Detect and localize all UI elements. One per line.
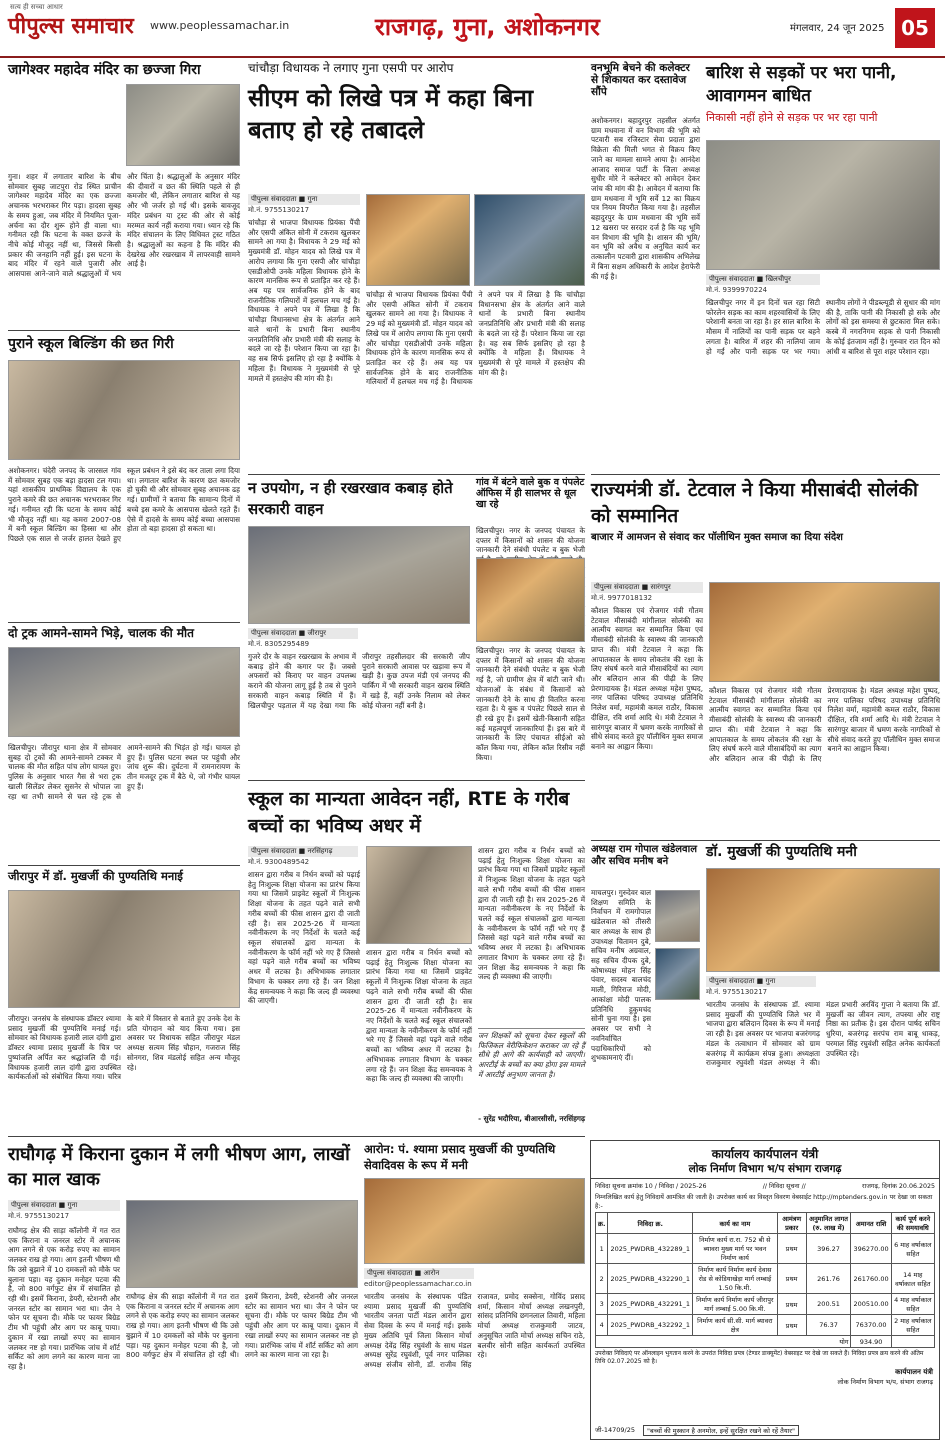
article-text: जीरापुर। जनसंघ के संस्थापक डॉक्टर श्यामा प्रसाद मुखर्जी की पुण्यतिथि मनाई गई। सोमवार को विधायक हजारी लाल दांगी द्वारा डॉक्टर श्यामा प्रसाद मुखर्जी के चित्र पर पुष्पांजलि अर्पित कर श्रद्धांजलि दी गई। विधायक हजारी लाल दांगी द्वारा उपस्थित कार्यकर्ताओं को संबोधित किया गया। चरित्र के बारे में विस्तार से बताते हुए उनके देश के प्रति योगदान को याद किया गया। इस अवसर पर विधायक सहित जीरापुर मंडल अध्यक्ष सत्यम सिंह चौहान, गजराज सिंह सोनगरा, शिव मंडलोई सहित अन्य मौजूद रहे। <box>8 1014 240 1082</box>
ad-ref-mid: // निविदा सूचना // <box>762 1183 806 1190</box>
region-title: राजगढ़, गुना, अशोकनगर <box>375 13 600 41</box>
headline[interactable]: स्कूल का मान्यता आवेदन नहीं, RTE के गरीब बच्चों का भविष्य अधर में <box>248 788 570 837</box>
aron-group-photo <box>364 1178 585 1264</box>
tender-cell: 6 माह वर्षाकाल सहित <box>891 1234 934 1264</box>
article-text: खिलचीपुर। जीरापुर थाना क्षेत्र में सोमवार सुबह दो ट्रकों की आमने-सामने टक्कर में चालक की मौत सहित पांच लोग घायल हुए। पुलिस के अनुसार भारत गैस से भरा ट्रक खाली सिलेंडर लेकर सुसनेर से भोपाल जा रहा था तभी सामने से चल रहे ट्रक से आमने-सामने की भिड़ंत हो गई। घायल हो हुए हैं। पुलिस घटना स्थल पर पहुंची और जांच शुरू की। दुर्घटना में रामनारायण के तीन मजदूर ट्रक में बैठे थे, जो गंभीर घायल हुए हैं। <box>8 743 240 801</box>
article-text: भारतीय जनसंघ के संस्थापक पंडित श्यामा प्रसाद मुखर्जी की पुण्यतिथि भारतीय जनता पार्टी मंडल आरोन द्वारा सेवा दिवस के रूप में मनाई गई। इसके मुख्य अतिथि पूर्व जिला किसान मोर्चा अध्यक्ष देवेंद्र सिंह रघुवंशी के साथ मंडल अध्यक्ष सुरेंद्र रघुवंशी, पूर्व नगर पालिका अध्यक्ष संजीव सोनी, डॉ. राजीव सिंह राजावत, प्रमोद सक्सेना, गोविंद प्रसाद शर्मा, किसान मोर्चा अध्यक्ष लखनपुरी, सांसद प्रतिनिधि छगनलाल तिवारी, महिला मोर्चा अध्यक्ष राजकुमारी जाटव, अनुसूचित जाति मोर्चा अध्यक्ष सचिन राठे, बलवीर सोनी सहित कार्यकर्ता उपस्थित रहे। <box>364 1292 585 1370</box>
article-text: गुना। शहर में लगातार बारिश के बीच सोमवार सुबह जाटपुरा रोड स्थित प्राचीन जागेश्वर महादेव मंदिर का एक छज्जा अचानक भरभराकर गिर पड़ा। हादसा सुबह के समय हुआ, जब मंदिर में नियमित पूजा-अर्चना का दौर शुरू होने ही वाला था। गनीमत रही कि घटना के वक्त छज्जे के नीचे कोई मौजूद नहीं था, जिससे किसी प्रकार की जनहानि नहीं हुई। इस घटना के बाद मंदिर में रहने वाले पुजारी और आसपास आने-जाने वाले श्रद्धालुओं में भय और चिंता है। श्रद्धालुओं के अनुसार मंदिर की दीवारों व छत की स्थिति पहले से ही कमजोर थी, लेकिन लगातार बारिश से यह और भी जर्जर हो गई थी। इसके बावजूद मंदिर प्रबंधन या ट्रस्ट की ओर से कोई मरम्मत कार्य नहीं कराया गया। ध्यान रहे कि मंदिर संचालन के लिए विधिवत ट्रस्ट गठित है। श्रद्धालुओं का कहना है कि मंदिर की देखरेख और रखरखाव में लापरवाही सामने आई है। <box>8 172 240 279</box>
logo[interactable]: पीपुल्स समाचार <box>8 14 134 39</box>
reporter-mobile: मो.नं. 9977018132 <box>591 594 653 602</box>
article-text-col3: शासन द्वारा गरीब व निर्धन बच्चों को पढ़ाई हेतु निःशुल्क शिक्षा योजना का प्रारंभ किया गया था जिसमें प्राइवेट स्कूलों में निःशुल्क शिक्षा योजना के तहत पढ़ने वाले सभी गरीब बच्चों की फीस शासन द्वारा दी जाती रही है। सत्र 2025-26 में मान्यता नवीनीकरण के नए निर्देशों के चलते कई स्कूल संचालकों द्वारा मान्यता के नवीनीकरण के फॉर्म नहीं भरे गए हैं जिससे वहां पढ़ने वाले गरीब बच्चों का भविष्य अधर में लटका है। अभिभावक लगातार विभाग के चक्कर लगा रहे हैं। जन शिक्षा केंद्र समन्वयक ने कहा कि जल्द ही व्यवस्था की जाएगी। <box>478 846 585 982</box>
headline[interactable]: पुराने स्कूल बिल्डिंग की छत गिरी <box>8 336 174 352</box>
article-text-col2: राघौगढ़ क्षेत्र की साड़ा कॉलोनी में गत रात एक किराना व जनरल स्टोर में अचानक आग लगने से एक करोड़ रुपए का सामान जलकर राख हो गया। आग इतनी भीषण थी कि उसे बुझाने में 10 दमकलों को मौके पर बुलाना पड़ा। यह दुकान मनोहर पटवा की है, जो 800 वर्गफुट क्षेत्र में संचालित हो रही थी। इसमें किराना, डेयरी, स्टेशनरी और जनरल स्टोर का सामान भरा था। जैन ने फोन पर सूचना दी। मौके पर फायर बिग्रेड टीम भी पहुंची और आग पर काबू पाया। दुकान में रखा लाखों रुपए का सामान जलकर नष्ट हो गया। प्रारंभिक जांच में शॉर्ट सर्किट को आग लगने का कारण माना जा रहा है। <box>126 1292 358 1360</box>
article-raghogarh-fire <box>8 1142 358 1440</box>
tender-col-header: आमंत्रण प्रकार <box>777 1213 806 1234</box>
divider <box>248 474 585 475</box>
article-jirapur-mukherjee <box>8 870 240 1132</box>
ad-footer: उपरोक्त निविदाएं पर ऑनलाइन भुगतान करने के उपरांत निविदा प्रपत्र (टेण्डर डाक्यूमेंट) वेबसाइट पर देखे जा सकते हैं। निविदा प्रपत्र क्रय करने की अंतिम तिथि 02.07.2025 को है। <box>595 1350 924 1365</box>
article-text: गुजरे दौर के वाहन रखरखाव के अभाव में कबाड़ होने की कगार पर हैं। जबसे अफसरों को किराए पर वाहन उपलब्ध कराने की योजना लागू हुई है तब से पुराने सरकारी वाहन कबाड़ स्थिति में हैं। खिलचीपुर पड़ताल में यह देखा गया कि जीरापुर तहसीलदार की सरकारी जीप पुराने सरकारी आवास पर खड़ावा रूप में खड़ी है। कुछ उपज मंडी एवं जनपद की पार्किंग में भी सरकारी वाहन खराब स्थिति में खड़े हैं, वहीं उनके निलाम को लेकर कोई योजना नहीं बनी है। <box>248 652 470 710</box>
byline: पीपुल्स संवाददाता ■ नरसिंहगढ़ <box>248 846 358 857</box>
tender-row <box>596 1264 935 1294</box>
tender-cell: 261760.00 <box>851 1264 891 1294</box>
divider <box>8 865 240 866</box>
article-rte <box>248 786 585 1132</box>
headline[interactable]: वनभूमि बेचने की कलेक्टर से शिकायत कर दस्तावेज सौंपे <box>591 62 690 99</box>
reporter-mobile: मो.नं. 8305295489 <box>248 640 310 648</box>
pamphlets-photo <box>476 558 585 642</box>
headline[interactable]: जागेश्वर महादेव मंदिर का छज्जा गिरा <box>8 62 201 78</box>
tender-cell: 1 <box>596 1234 608 1264</box>
mla-photo <box>366 194 470 286</box>
tribute-photo <box>8 890 240 1008</box>
tender-col-header: निविदा क्र. <box>608 1213 693 1234</box>
tender-cell: प्रथम <box>777 1294 806 1315</box>
headline[interactable]: सीएम को लिखे पत्र में कहा बिना बताए हो रहे तबादले <box>248 83 534 145</box>
article-minister-tetwal <box>591 478 940 838</box>
ad-subtitle: लोक निर्माण विभाग भ/प संभाग राजगढ़ <box>591 1162 939 1179</box>
tender-row <box>596 1294 935 1315</box>
school-roof-photo <box>8 360 240 460</box>
article-text-col1: शासन द्वारा गरीब व निर्धन बच्चों को पढ़ाई हेतु निःशुल्क शिक्षा योजना का प्रारंभ किया गया था जिसमें प्राइवेट स्कूलों में निःशुल्क शिक्षा योजना के तहत पढ़ने वाले सभी गरीब बच्चों की फीस शासन द्वारा दी जाती रही है। सत्र 2025-26 में मान्यता नवीनीकरण के नए निर्देशों के चलते कई स्कूल संचालकों द्वारा मान्यता के नवीनीकरण के फॉर्म नहीं भरे गए हैं जिससे वहां पढ़ने वाले गरीब बच्चों का भविष्य अधर में लटका है। अभिभावक लगातार विभाग के चक्कर लगा रहे हैं। जन शिक्षा केंद्र समन्वयक ने कहा कि जल्द ही व्यवस्था की जाएगी। <box>248 870 360 1006</box>
editor-email[interactable]: editor@peoplessamachar.co.in <box>364 1280 472 1288</box>
tender-cell: 2 <box>596 1264 608 1294</box>
article-text-col1: राघौगढ़ क्षेत्र की साड़ा कॉलोनी में गत रात एक किराना व जनरल स्टोर में अचानक आग लगने से एक करोड़ रुपए का सामान जलकर राख हो गया। आग इतनी भीषण थी कि उसे बुझाने में 10 दमकलों को मौके पर बुलाना पड़ा। यह दुकान मनोहर पटवा की है, जो 800 वर्गफुट क्षेत्र में संचालित हो रही थी। इसमें किराना, डेयरी, स्टेशनरी और जनरल स्टोर का सामान भरा था। जैन ने फोन पर सूचना दी। मौके पर फायर बिग्रेड टीम भी पहुंची और आग पर काबू पाया। दुकान में रखा लाखों रुपए का सामान जलकर नष्ट हो गया। प्रारंभिक जांच में शॉर्ट सर्किट को आग लगने का कारण माना जा रहा है। <box>8 1226 120 1372</box>
ad-title: कार्यालय कार्यपालन यंत्री <box>711 1147 819 1161</box>
issue-date: मंगलवार, 24 जून 2025 <box>790 23 885 34</box>
byline: पीपुल्स संवाददाता ■ जीरापुर <box>248 628 358 639</box>
divider <box>8 1136 585 1137</box>
tender-cell: 2025_PWDRB_432291_1 <box>608 1294 693 1315</box>
article-text: खिलचीपुर नगर में इन दिनों चल रहा सिटी फोरलेन सड़क का काम शहरवासियों के लिए परेशानी बनता जा रहा है। हर साल बारिश के मौसम में नालियों का पानी सड़क पर बहने लगता है। बारिश में शहर की नालियां जाम हो गईं और पानी सड़क पर भर गया। स्थानीय लोगों ने पीडब्ल्यूडी से सुधार की मांग की है, ताकि पानी की निकासी हो सके और लोगों को इस समस्या से छुटकारा मिल सके। कस्बे में नगरनिगम सड़क से पानी निकासी के कोई इंतजाम नहीं है। गुरुवार रात दिन को आंधी व बारिश से पूरा शहर परेशान रहा। <box>706 298 940 356</box>
flooded-road-photo <box>706 140 940 270</box>
website[interactable]: www.peoplessamachar.in <box>150 19 290 32</box>
secretary-photo <box>655 948 700 1000</box>
divider <box>591 474 940 475</box>
tender-col-header: क्र. <box>596 1213 608 1234</box>
byline: पीपुल्स संवाददाता ■ गुना <box>8 1200 120 1211</box>
article-forest-land <box>591 62 700 470</box>
byline: पीपुल्स संवाददाता ■ सारंगपुर <box>591 582 703 593</box>
reporter-mobile: मो.नं. 9300489542 <box>248 858 310 866</box>
tender-row <box>596 1315 935 1336</box>
article-text: अशोकनगर। बहादुरपुर तहसील अंतर्गत ग्राम मधवाना में वन विभाग की भूमि को पटवारी सब रजिस्टार सेवा प्रदाता द्वारा विक्रेता की मिली भगत से विक्रय किए जाने का मामला सामने आया है। आनंदेश आजाद समाज पार्टी के जिला अध्यक्ष सुधीर मोरे ने कलेक्टर को आवेदन देकर जांच की मांग की है। आवेदन में बताया कि ग्राम मधवाना में भूमि सर्वे 12 का विक्रय पत्र नियम विपरीत किया गया है। तहसील बहादुरपुर के ग्राम मधवाना की भूमि सर्वे 12 खसरा पर सरदार दर्ज है कि यह भूमि वन विभाग की भूमि है। शासन की भूमि/वन भूमि को अवैध व अनुचित कार्य कर तत्कालीन पटवारी द्वारा शासकीय अभिलेख में बिना सक्षम अधिकारी के आदेश हेराफेरी की गई है। <box>591 116 700 281</box>
article-truck-accident <box>8 627 240 862</box>
school-photo <box>366 846 472 944</box>
ad-refs <box>591 1179 939 1192</box>
tender-col-header: कार्य पूर्ण करने की समयावधि <box>891 1213 934 1234</box>
reporter-mobile: मो.नं. 9755130217 <box>248 206 310 214</box>
tender-cell: 4 माह वर्षाकाल सहित <box>891 1294 934 1315</box>
masthead <box>0 0 945 58</box>
article-text: माचलपुर। गुरुदेवर बाल शिक्षण समिति के निर्वाचन में रामगोपाल खंडेलवाल को तीसरी बार अध्यक्ष के साथ ही उपाध्यक्ष चितामन दुबे, सचिव मनीष अग्रवाल, सह सचिव दीपक दुबे, कोषाध्यक्ष मोहन सिंह पंवार, सदस्य बालचंद माली, गिरिराज मोदी, आकांक्षा मोदी पालक प्रतिनिधि हुकुमचंद सोनी चुना गया है। इस अवसर पर सभी ने नवनिर्वाचित पदाधिकारियों को शुभकामनाएं दीं। <box>591 888 651 1063</box>
headline[interactable]: गांव में बंटने वाले बुक व पंपलेट ऑफिस में ही सालभर से धूल खा रहे <box>476 477 585 510</box>
headline[interactable]: दो ट्रक आमने-सामने भिड़े, चालक की मौत <box>8 626 194 640</box>
article-temple <box>8 62 240 325</box>
page-number: 05 <box>895 8 935 48</box>
fire-photo <box>126 1200 358 1288</box>
tender-cell: 2025_PWDRB_432292_1 <box>608 1315 693 1336</box>
tender-cell: निर्माण कार्य निर्माण कार्य जीरापुर मार्ग लम्बाई 5.00 कि.मी. <box>693 1294 778 1315</box>
president-photo <box>655 890 700 942</box>
byline: पीपुल्स संवाददाता ■ गुना <box>248 194 360 205</box>
jeep-photo <box>248 526 470 624</box>
tender-cell: 200510.00 <box>851 1294 891 1315</box>
headline[interactable]: राघौगढ़ में किराना दुकान में लगी भीषण आग, लाखों का माल खाक <box>8 1144 350 1191</box>
article-text-lead: खिलचीपुर। नगर के जनपद पंचायत के दफ्तर में किसानों को शासन की योजना जानकारी देने संबंधी पंपलेट व बुक भेजी <box>476 526 585 555</box>
article-pamphlets <box>476 478 585 776</box>
article-text-col1: चांचौड़ा से भाजपा विधायक प्रियंका पैंची और एसपी अंकित सोनी में टकराव खुलकर सामने आ गया है। विधायक ने 29 मई को मुख्यमंत्री डॉ. मोहन यादव को लिखे पत्र में आरोप लगाया कि गुना एसपी और चांचौड़ा एसडीओपी उनके महिला विधायक होने के कारण मानसिक रूप से प्रताड़ित कर रहे हैं। अब यह पत्र सार्वजनिक होने के बाद राजनीतिक गलियारों में हलचल मच गई है। विधायक ने अपने पत्र में लिखा है कि चांचौड़ा विधानसभा क्षेत्र के अंतर्गत आने वाले थानों के प्रभारी बिना स्थानीय जनप्रतिनिधि और प्रभारी मंत्री की सलाह के बदले जा रहे हैं। परेशान किया जा रहा है। वह सब सिर्फ इसलिए हो रहा है क्योंकि वे महिला हैं। विधायक ने मुख्यमंत्री से पूरे मामले में हस्तक्षेप की मांग की है। <box>248 218 360 383</box>
tender-cell: 396.27 <box>806 1234 851 1264</box>
tender-row <box>596 1234 935 1264</box>
article-text: भारतीय जनसंघ के संस्थापक डॉ. श्यामा प्रसाद मुखर्जी की पुण्यतिथि जिले भर में भाजपा द्वारा बलिदान दिवस के रूप में मनाई जा रही है। इस अवसर पर भाजपा बजरंगगढ़ मंडल के तत्वाधान में सोमवार को ग्राम बजरंगढ़ में कार्यक्रम संपन्न हुआ। अध्यक्षता राजकुमार रघुवंशी मंडल अध्यक्ष ने की। मंडल प्रभारी अरविंद गुप्ता ने बताया कि डॉ. मुखर्जी का जीवन त्याग, तपस्या और राष्ट्र निष्ठा का प्रतीक है। इस दौरान पार्षद सचिन धुरिया, बजरंगढ़ सरपंच राम बाबू धाकड़, परमाल सिंह रघुवंशी सहित अनेक कार्यकर्ता उपस्थित रहे। <box>706 1000 940 1068</box>
headline[interactable]: बारिश से सड़कों पर भरा पानी, आवागमन बाधित <box>706 63 897 106</box>
tender-cell: 2025_PWDRB_432290_1 <box>608 1264 693 1294</box>
tender-cell: निर्माण कार्य निर्माण कार्य देवास रोड से कोडियाखेड़ा मार्ग लम्बाई 1.50 कि.मी. <box>693 1264 778 1294</box>
reporter-mobile: मो.नं. 9755130217 <box>706 988 768 996</box>
tender-cell: प्रथम <box>777 1264 806 1294</box>
divider <box>8 622 240 623</box>
divider <box>591 840 940 841</box>
divider <box>8 330 240 331</box>
article-text-col2: कौशल विकास एवं रोजगार मंत्री गौतम टेटवाल मीसाबंदी मांगीलाल सोलंकी का आत्मीय स्वागत कर सम्मानित किया एवं मीसाबंदी सोलंकी के स्वास्थ्य की जानकारी प्राप्त की। मंत्री टेटवाल ने कहा कि आपातकाल के समय लोकतंत्र की रक्षा के लिए संघर्ष करने वाले मीसाबंदियों का त्याग और बलिदान आज की पीढ़ी के लिए प्रेरणादायक है। मंडल अध्यक्ष महेश पुष्पद, नगर पालिका परिषद उपाध्यक्ष प्रतिनिधि निलेश वर्मा, महामंत्री कमल राठौर, विकास दीक्षित, रवि शर्मा आदि थे। मंत्री टेटवाल ने सारंगपुर बाजार में भ्रमण करके नागरिकों से सीधे संवाद करते हुए पॉलीथिन मुक्त समाज बनाने का आह्वान किया। <box>709 686 940 764</box>
guna-tribute-photo <box>706 868 940 972</box>
tender-col-header: अनुमानित लागत (रु. लाख में) <box>806 1213 851 1234</box>
reporter-mobile: मो.नं. 9399970224 <box>706 286 768 294</box>
headline[interactable]: अध्यक्ष राम गोपाल खंडेलवाल और सचिव मनीष बने <box>591 844 697 867</box>
headline[interactable]: आरोन: पं. श्यामा प्रसाद मुखर्जी की पुण्यतिथि सेवादिवस के रूप में मनी <box>364 1142 556 1172</box>
tender-cell: 2 माह वर्षाकाल सहित <box>891 1315 934 1336</box>
ad-sign1: कार्यपालन यंत्री <box>895 1367 933 1376</box>
article-text: खिलचीपुर। नगर के जनपद पंचायत के दफ्तर में किसानों को शासन की योजना जानकारी देने संबंधी पंपलेट व बुक भेजी गई है, जो ग्रामीण क्षेत्र में बांटी जाने थी। योजनाओं के संबंध में किसानों को जानकारी देने के साथ ही वितरित करना रहता है। ये बुक व पंपलेट पिछले साल से ही रखे हुए हैं। इसमें खेती-किसानी सहित कई महत्वपूर्ण जानकारियां हैं। इस बारे में जानकारी के लिए पंचायत सीईओ को कॉल किया गया, लेकिन कॉल रिसीव नहीं किया। <box>476 646 585 762</box>
tender-cell: प्रथम <box>777 1234 806 1264</box>
byline: पीपुल्स संवाददाता ■ आरोन <box>364 1268 474 1279</box>
tender-cell: 200.51 <box>806 1294 851 1315</box>
ad-ref-left: निविदा सूचना क्रमांक 10 / निविदा / 2025-26 <box>595 1183 707 1190</box>
logo-tagline: सत्य ही सच्चा आधार <box>10 3 63 11</box>
article-govt-vehicles <box>248 478 470 776</box>
reporter-mobile: मो.नं. 9755130217 <box>8 1212 70 1220</box>
ad-code: जी-14709/25 <box>595 1426 635 1434</box>
tender-cell: 76370.00 <box>851 1315 891 1336</box>
ad-ref-right: राजगढ़, दिनांक 20.06.2025 <box>862 1183 935 1190</box>
divider <box>248 780 585 781</box>
officer-quote: जन शिक्षकों को सूचना देकर स्कूलों की फिजिकल वेरीफिकेशन कराकर जा रहे हैं सीधे ही आगे की कार्यवाही को जाएगी। आरटीई के बच्चों का क्या होगा इस मामले में आरटीई अनुभाग जानता है। <box>478 1028 585 1114</box>
headline[interactable]: जीरापुर में डॉ. मुखर्जी की पुण्यतिथि मनाई <box>8 869 183 883</box>
ad-sign2: लोक निर्माण विभाग भ/प, संभाग राजगढ़ <box>837 1377 933 1386</box>
headline[interactable]: न उपयोग, न ही रखरखाव कबाड़ होते सरकारी वाहन <box>248 479 453 518</box>
headline[interactable]: राज्यमंत्री डॉ. टेटवाल ने किया मीसाबंदी सोलंकी को सम्मानित <box>591 479 918 527</box>
byline: पीपुल्स संवाददाता ■ गुना <box>706 976 816 987</box>
tender-total-row <box>596 1336 935 1348</box>
tender-table <box>595 1212 935 1348</box>
article-samiti-election <box>591 844 700 1132</box>
article-text-col2: चांचौड़ा से भाजपा विधायक प्रियंका पैंची और एसपी अंकित सोनी में टकराव खुलकर सामने आ गया है। विधायक ने 29 मई को मुख्यमंत्री डॉ. मोहन यादव को लिखे पत्र में आरोप लगाया कि गुना एसपी और चांचौड़ा एसडीओपी उनके महिला विधायक होने के कारण मानसिक रूप से प्रताड़ित कर रहे हैं। अब यह पत्र सार्वजनिक होने के बाद राजनीतिक गलियारों में हलचल मच गई है। विधायक ने अपने पत्र में लिखा है कि चांचौड़ा विधानसभा क्षेत्र के अंतर्गत आने वाले थानों के प्रभारी बिना स्थानीय जनप्रतिनिधि और प्रभारी मंत्री की सलाह के बदले जा रहे हैं। परेशान किया जा रहा है। वह सब सिर्फ इसलिए हो रहा है क्योंकि वे महिला हैं। विधायक ने मुख्यमंत्री से पूरे मामले में हस्तक्षेप की मांग की है। <box>366 290 585 387</box>
article-mla-sp <box>248 62 585 470</box>
truck-photo <box>8 647 240 737</box>
tender-cell: प्रथम <box>777 1315 806 1336</box>
tender-cell: 396270.00 <box>851 1234 891 1264</box>
empty-cell <box>891 1336 934 1348</box>
tender-cell: 14 माह वर्षाकाल सहित <box>891 1264 934 1294</box>
total-label: योग <box>596 1336 851 1348</box>
tender-cell: निर्माण कार्य सी.सी. मार्ग ब्यावरा क्षेत्र <box>693 1315 778 1336</box>
subhead: निकासी नहीं होने से सड़क पर भर रहा पानी <box>706 110 878 124</box>
article-text: अशोकनगर। चंदेरी जनपद के जारसल गांव में सोमवार सुबह एक बड़ा हादसा टल गया। यहां शासकीय प्राथमिक विद्यालय के एक पुराने कमरे की छत अचानक भरभराकर गिर गई। गनीमत रही कि घटना के समय कोई भी मौजूद नहीं था। यह कमरा 2007-08 में बनी स्कूल बिल्डिंग का हिस्सा था और पिछले एक साल से जर्जर हालत देखते हुए स्कूल प्रबंधन ने इसे बंद कर ताला लगा दिया था। लगातार बारिश के कारण छत कमजोर हो चुकी थी और सोमवार सुबह अचानक ढह गई। ग्रामीणों ने बताया कि सामान्य दिनों में बच्चे इस कमरे के आसपास खेलते रहते हैं। ऐसे में हादसे के समय कोई बच्चा आसपास होता तो बड़ा हादसा हो सकता था। <box>8 466 240 544</box>
sp-photo <box>474 194 585 286</box>
felicitation-photo <box>709 582 940 682</box>
tender-notice-ad <box>590 1140 940 1440</box>
tender-cell: 261.76 <box>806 1264 851 1294</box>
tender-cell: 2025_PWDRB_432289_1 <box>608 1234 693 1264</box>
tender-cell: निर्माण कार्य रा.रा. 752 बी से ब्यावरा मुख्य मार्ग पर भवन निर्माण कार्य <box>693 1234 778 1264</box>
article-text-col2: शासन द्वारा गरीब व निर्धन बच्चों को पढ़ाई हेतु निःशुल्क शिक्षा योजना का प्रारंभ किया गया था जिसमें प्राइवेट स्कूलों में निःशुल्क शिक्षा योजना के तहत पढ़ने वाले सभी गरीब बच्चों की फीस शासन द्वारा दी जाती रही है। सत्र 2025-26 में मान्यता नवीनीकरण के नए निर्देशों के चलते कई स्कूल संचालकों द्वारा मान्यता के नवीनीकरण के फॉर्म नहीं भरे गए हैं जिससे वहां पढ़ने वाले गरीब बच्चों का भविष्य अधर में लटका है। अभिभावक लगातार विभाग के चक्कर लगा रहे हैं। जन शिक्षा केंद्र समन्वयक ने कहा कि जल्द ही व्यवस्था की जाएगी। <box>366 948 472 1084</box>
tender-cell: 4 <box>596 1315 608 1336</box>
total-value: 934.90 <box>851 1336 891 1348</box>
headline-top: चांचौड़ा विधायक ने लगाए गुना एसपी पर आरोप <box>248 61 454 75</box>
temple-photo <box>126 84 240 166</box>
byline: पीपुल्स संवाददाता ■ खिलचीपुर <box>706 274 820 285</box>
article-aron-seva-diwas <box>364 1142 585 1440</box>
tender-cell: 3 <box>596 1294 608 1315</box>
ad-slogan: "बच्चों की मुस्कान है अनमोल, इन्हें सुरक्षित रखने को रहें तैयार" <box>643 1425 799 1436</box>
article-guna-mukherjee <box>706 844 940 1132</box>
article-text-col1: कौशल विकास एवं रोजगार मंत्री गौतम टेटवाल मीसाबंदी मांगीलाल सोलंकी का आत्मीय स्वागत कर सम्मानित किया एवं मीसाबंदी सोलंकी के स्वास्थ्य की जानकारी प्राप्त की। मंत्री टेटवाल ने कहा कि आपातकाल के समय लोकतंत्र की रक्षा के लिए संघर्ष करने वाले मीसाबंदियों का त्याग और बलिदान आज की पीढ़ी के लिए प्रेरणादायक है। मंडल अध्यक्ष महेश पुष्पद, नगर पालिका परिषद उपाध्यक्ष प्रतिनिधि निलेश वर्मा, महामंत्री कमल राठौर, विकास दीक्षित, रवि शर्मा आदि थे। मंत्री टेटवाल ने सारंगपुर बाजार में भ्रमण करके नागरिकों से सीधे संवाद करते हुए पॉलीथिन मुक्त समाज बनाने का आह्वान किया। <box>591 606 703 752</box>
headline[interactable]: डॉ. मुखर्जी की पुण्यतिथि मनी <box>706 844 857 860</box>
tender-col-header: कार्य का नाम <box>693 1213 778 1234</box>
tender-cell: 76.37 <box>806 1315 851 1336</box>
tender-col-header: अमानत राशि <box>851 1213 891 1234</box>
ad-intro: निम्नलिखित कार्य हेतु निविदायें आमंत्रित की जाती है। उपरोक्त कार्य का विस्तृत विवरण वेबसाईट http://mptenders.gov.in पर देखा जा सकता है:- <box>595 1194 933 1210</box>
article-rain-roads <box>706 62 940 470</box>
article-school-roof <box>8 336 240 619</box>
quote-author: - सुरेंद्र भदौरिया, बीआरसीसी, नरसिंहगढ़ <box>478 1114 585 1123</box>
subhead: बाजार में आमजन से संवाद कर पॉलीथिन मुक्त समाज का दिया संदेश <box>591 532 843 544</box>
